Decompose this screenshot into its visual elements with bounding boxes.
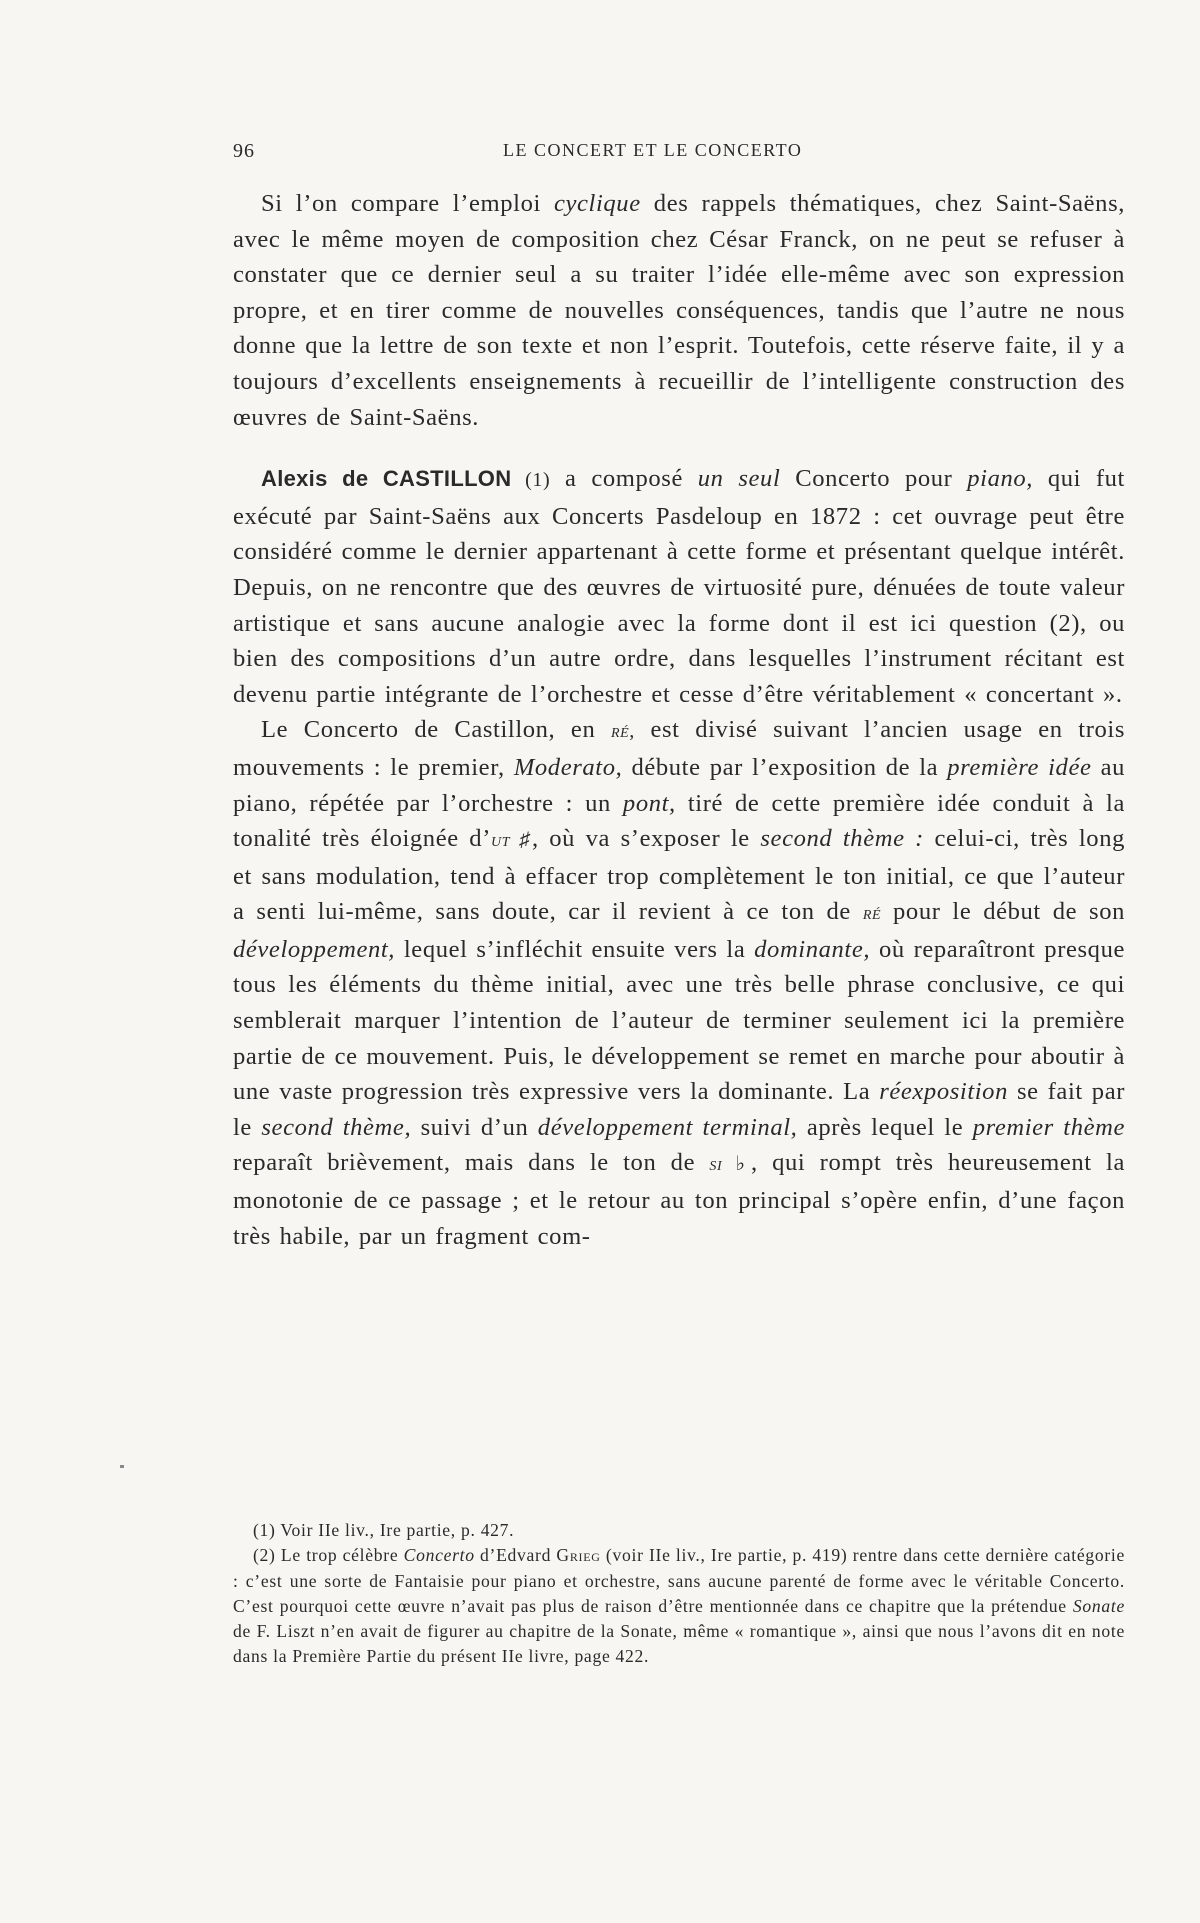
key-name: ut ♯	[491, 829, 532, 852]
emphasis: Moderato,	[513, 753, 623, 781]
emphasis: Concerto	[403, 1545, 475, 1566]
text-span: tiré de cette première idée conduit à la tonalité très éloignée d’	[233, 789, 1125, 853]
text-span: au piano, répétée par l’orchestre : un	[233, 753, 1125, 817]
emphasis: Sonate	[1072, 1595, 1125, 1616]
paragraph-castillon	[233, 461, 1125, 712]
text-span: lequel s’infléchit ensuite vers la	[395, 935, 755, 963]
emphasis: développement terminal,	[537, 1113, 798, 1141]
emphasis: première idée	[947, 753, 1092, 781]
text-span: celui-ci, très long et sans modulation, tend à effacer trop complètement le ton initial, ce que l’auteur a senti lui-même, sans doute, car il revient à ce ton de	[233, 825, 1125, 926]
paragraph-concerto-analysis	[233, 712, 1125, 1254]
key-name: ré,	[610, 720, 635, 743]
text-span: des rappels thématiques, chez Saint-Saëns, avec le même moyen de composition chez César Franck, on ne peut se refuser à constater que ce dernier seul a su traiter l’idée elle-même avec son expression propre, et en tirer comme de nouvelles conséquences, tandis que l’autre ne nous donne que la lettre de son texte et non l’esprit. Toutefois, cette réserve faite, il y a toujours d’excellents enseignements à recueillir de l’intelligente construction des œuvres de Saint-Saëns.	[233, 190, 1125, 431]
footnote-ref: (1)	[511, 469, 551, 492]
running-title: LE CONCERT ET LE CONCERTO	[503, 140, 803, 160]
text-span: qui fut exécuté par Saint-Saëns aux Concerts Pasdeloup en 1872 : cet ouvrage peut être considéré comme le dernier appartenant à cette forme et présentant quelque intérêt. Depuis, on ne rencontre que des œuvres de virtuosité pure, dénuées de toute valeur artistique et sans aucune analogie avec la forme dont il est ici question (2), ou bien des compositions d’un autre ordre, dans lesquelles l’instrument récitant est devenu partie intégrante de l’orchestre et cesse d’être véritablement « concertant ».	[233, 465, 1125, 708]
emphasis: réexposition	[879, 1078, 1008, 1106]
paragraph-saint-saens	[233, 186, 1125, 435]
text-span: est divisé suivant l’ancien usage en trois mouvements : le premier,	[233, 716, 1125, 781]
footnote-1: (1) Voir IIe liv., Ire partie, p. 427.	[253, 1520, 515, 1540]
text-span: (2) Le trop célèbre	[253, 1545, 404, 1566]
text-span: de F. Liszt n’en avait de figurer au chapitre de la Sonate, même « romantique », ainsi que nous l’avons dit en note dans la Première Partie du présent IIe livre, page 422.	[233, 1621, 1125, 1667]
text-span: pour le début de son	[881, 898, 1125, 926]
footnote-2	[233, 1543, 1125, 1669]
text-span: se fait par le	[233, 1078, 1125, 1141]
main-text	[233, 186, 1125, 1254]
emphasis: piano,	[967, 465, 1034, 493]
text-span: , qui rompt très heureusement la monotonie de ce passage ; et le retour au ton principal s’opère enfin, d’une façon très habile, par un fragment com-	[233, 1149, 1125, 1250]
key-name: ré	[862, 902, 882, 925]
emphasis: un seul	[697, 465, 781, 493]
emphasis: premier thème	[972, 1113, 1125, 1141]
text-span: Le Concerto de Castillon, en	[261, 716, 611, 744]
emphasis: pont,	[622, 789, 676, 817]
emphasis: développement,	[233, 935, 396, 963]
emphasis: cyclique	[554, 190, 641, 217]
text-span: d’Edvard	[474, 1545, 557, 1566]
text-span: Si l’on compare l’emploi	[261, 190, 554, 217]
text-span: (voir IIe liv., Ire partie, p. 419) rentre dans cette dernière catégorie : c’est une sorte de Fantaisie pour piano et orchestre, sans aucune parenté de forme avec le véritable Concerto. C’est pourquoi cette œuvre n’avait pas plus de raison d’être mentionnée dans ce chapitre que la prétendue	[233, 1545, 1125, 1616]
emphasis: second thème,	[261, 1113, 412, 1141]
emphasis: second thème :	[760, 825, 924, 853]
key-name: si ♭	[709, 1153, 752, 1176]
page-header	[233, 140, 1125, 170]
page-number: 96	[233, 140, 255, 162]
composer-name: Grieg	[556, 1545, 601, 1566]
text-span: où reparaîtront presque tous les éléments du thème initial, avec une très belle phrase conclusive, ce qui semblerait marquer l’intention de l’auteur de terminer seulement ici la première partie de ce mouvement. Puis, le développement se remet en marche pour aboutir à une vaste progression très expressive vers la dominante. La	[233, 935, 1125, 1106]
footnotes	[233, 1518, 1125, 1670]
text-span: après lequel le	[797, 1113, 973, 1141]
text-span: , où va s’exposer le	[531, 825, 761, 853]
text-span: suivi d’un	[411, 1113, 538, 1141]
emphasis: dominante,	[754, 935, 871, 963]
composer-name: Alexis de CASTILLON	[261, 466, 512, 492]
text-span: reparaît brièvement, mais dans le ton de	[233, 1149, 710, 1177]
print-speck	[120, 1465, 124, 1468]
text-span: a composé	[550, 465, 698, 493]
text-span: Concerto pour	[780, 465, 968, 493]
text-span: débute par l’exposition de la	[622, 753, 948, 781]
